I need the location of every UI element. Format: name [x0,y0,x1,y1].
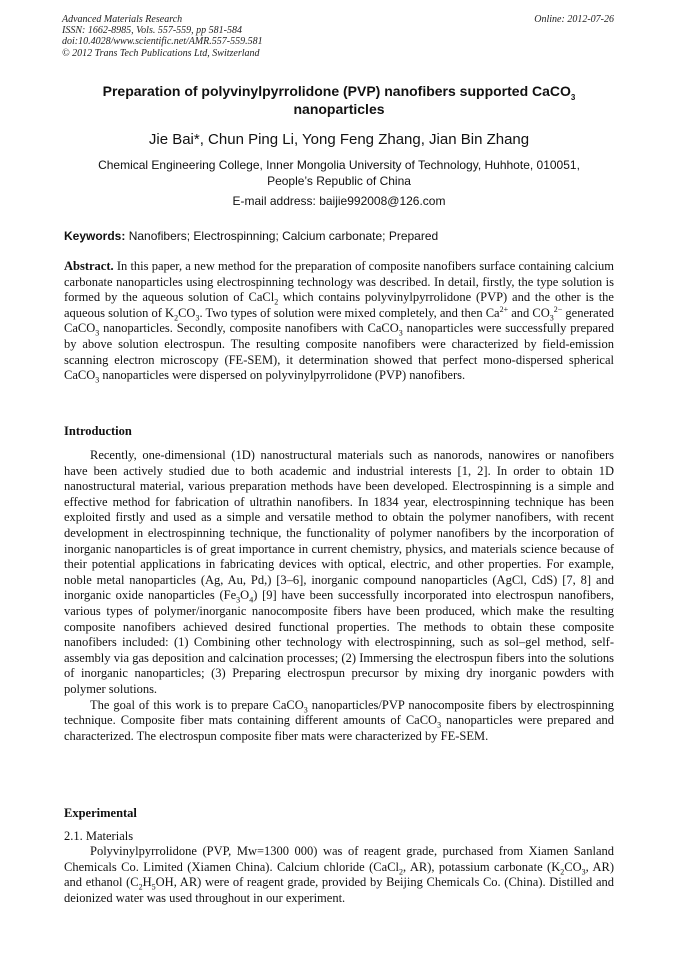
copyright-line: © 2012 Trans Tech Publications Ltd, Switzerland [62,47,260,59]
materials-paragraph [64,844,614,906]
subscript: 3 [95,328,100,338]
abstract-text: which contains polyvinylpyrrolidone (PVP) and the other is the aqueous solution of K [64,290,614,320]
paragraph-text: ) [9] have been successfully incorporated into electrospun nanofibers, various types of polymer/inorganic nanocomposite fibers have been produced, which make the resulting composite nanofibers achieved desired functional properties. The methods to obtain these composite nanofibers included: (1) Combining other technology with electrospinning, such as sol–gel method, self-assembly via gas deposition and calcination processes; (2) Immersing the electrospun fibers into the solutions of inorganic nanoparticles; (3) Preparing electrospun precursor by mixing dry inorganic powders with polymer solutions. [64,588,614,696]
title-text: Preparation of polyvinylpyrrolidone (PVP) nanofibers supported CaCO [102,83,571,99]
keywords [64,228,616,244]
issn-line: ISSN: 1662-8985, Vols. 557-559, pp 581-584 [62,25,242,37]
subscript: 2 [174,313,179,323]
subscript: 3 [549,313,554,323]
superscript: 2+ [499,304,509,314]
paragraph-text: H [142,875,152,890]
subscript: 3 [437,720,442,730]
subscript: 3 [398,328,403,338]
title-subscript: 3 [570,92,576,102]
affiliation-line-2: People’s Republic of China [267,174,411,188]
paragraph-text: The goal of this work is to prepare CaCO [90,697,304,712]
subscript: 5 [151,882,156,892]
paragraph-text: , AR), potassium carbonate (K [403,859,561,874]
paragraph-text: nanoparticles were prepared and characterized. The electrospun composite fiber mats were characterized by FE-SEM. [64,713,614,743]
journal-name: Advanced Materials Research [62,14,183,25]
subscript: 3 [303,705,308,714]
abstract-text: nanoparticles. Secondly, composite nanofibers with CaCO [99,321,399,336]
subscript: 4 [249,595,254,605]
introduction-heading: Introduction [64,424,132,438]
paragraph-text: Recently, one-dimensional (1D) nanostructural materials such as nanorods, nanowires or nanofibers have been actively studied due to both academic and industrial interests [1, 2]. In order to obtain 1D nanostructural material, various preparation methods have been developed. Electrospinning is a simple and effective method for fabrication of ultrathin nanofibers. In 1834 year, electrospinning technique has been exploited firstly and used as a simple and versatile method to obtain the polymer nanofibers, with recent development in electrospinning technique, the functionality of polymer nanofibers by the incorporation of inorganic nanoparticles is of great importance in current chemistry, physics, and materials science because of their potential applications in fabricating devices with optical, electric, and other properties. For example, noble metal nanoparticles (Ag, Au, Pd,) [3–6], inorganic compound nanoparticles (AgCl, CdS) [7, 8] and inorganic oxide nanoparticles (Fe [64,448,614,603]
subscript: 2 [274,297,279,307]
abstract [64,259,614,384]
subscript: 2 [399,867,404,877]
paragraph-text: O [240,588,250,603]
paragraph-text: OH, AR) were of reagent grade, provided by Beijing Chemicals Co. (China). Distilled and deionized water was used throughout in our experiment. [64,875,614,905]
online-date: Online: 2012-07-26 [534,14,614,25]
author-list: Jie Bai*, Chun Ping Li, Yong Feng Zhang, Jian Bin Zhang [148,131,530,148]
paper-title [62,82,616,118]
journal-header [62,14,263,59]
abstract-text: nanoparticles were dispersed on polyvinylpyrrolidone (PVP) nanofibers. [99,368,466,383]
affiliation [62,157,616,189]
paragraph-text: Polyvinylpyrrolidone (PVP, Mw=1300 000) was of reagent grade, purchased from Xiamen Sanland Chemicals Co. Limited (Xiamen China). Calcium chloride (CaCl [64,844,614,874]
abstract-label: Abstract. [64,259,114,273]
keywords-label: Keywords: [64,229,126,243]
intro-paragraph-2 [64,698,614,745]
abstract-text: and CO [508,305,550,320]
paragraph-text: CO [564,859,582,874]
paragraph-text: , AR) and ethanol (C [64,859,614,890]
materials-subheading: 2.1. Materials [64,829,134,843]
abstract-text: CO [178,305,196,320]
subscript: 3 [95,375,100,385]
title-text-2: nanoparticles [293,101,385,117]
abstract-text: In this paper, a new method for the preparation of composite nanofibers surface containing calcium carbonate nanoparticles using electrospinning technology was described. In detail, firstly, the type solution is formed by the aqueous solution of CaCl [64,259,615,305]
subscript: 3 [236,595,241,605]
subscript: 3 [195,313,200,323]
affiliation-line-1: Chemical Engineering College, Inner Mongolia University of Technology, Huhhote, 010051, [98,158,580,172]
keywords-text: Nanofibers; Electrospinning; Calcium carbonate; Prepared [128,229,439,243]
paragraph-text: nanoparticles/PVP nanocomposite fibers by electrospinning technique. Composite fiber mats containing different amounts of CaCO [64,697,615,728]
subscript: 2 [138,882,143,892]
abstract-text: generated CaCO [64,305,615,336]
intro-paragraph-1 [64,448,614,698]
materials-body [64,844,614,906]
superscript: 2− [553,304,563,314]
subscript: 2 [560,867,565,877]
abstract-text: . Two types of solution were mixed completely, and then Ca [199,305,500,320]
doi-line: doi:10.4028/www.scientific.net/AMR.557-559.581 [62,36,263,48]
email-address: E-mail address: baijie992008@126.com [232,194,446,208]
abstract-text: nanoparticles were successfully prepared by above solution electrospun. The resulting composite nanofibers were characterized by field-emission scanning electron microscopy (FE-SEM), it determination showed that perfect mono-dispersed spherical CaCO [64,321,614,383]
introduction-body [64,448,614,744]
subscript: 3 [581,867,586,877]
experimental-heading: Experimental [64,806,137,820]
